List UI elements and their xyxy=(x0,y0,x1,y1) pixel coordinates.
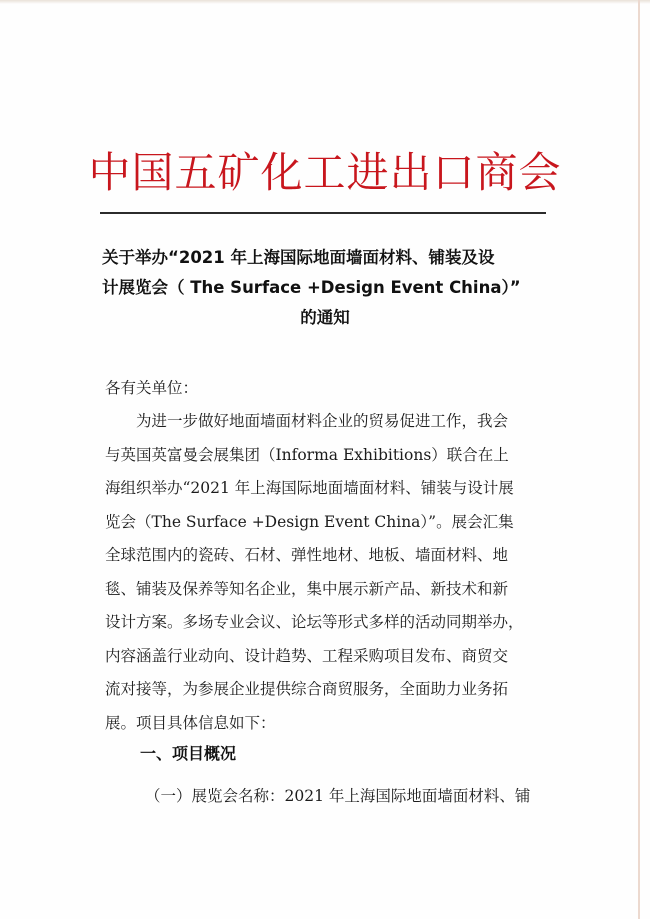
paragraph-line: 展。项目具体信息如下： xyxy=(105,713,276,732)
salutation: 各有关单位： xyxy=(105,379,199,397)
scan-edge xyxy=(638,0,640,919)
paragraph-line: 与英国英富曼会展集团（Informa Exhibitions）联合在上 xyxy=(105,445,509,464)
paragraph-line: 为进一步做好地面墙面材料企业的贸易促进工作，我会 xyxy=(105,412,509,430)
notice-title-line: 计展览会（ The Surface +Design Event China）” xyxy=(102,278,521,297)
organization-letterhead: 中国五矿化工进出口商会 xyxy=(88,148,562,197)
paragraph-line: 海组织举办“2021 年上海国际地面墙面材料、铺装与设计展 xyxy=(105,479,514,497)
notice-title-line: 的通知 xyxy=(300,308,350,327)
paragraph-line: 全球范围内的瓷砖、石材、弹性地材、地板、墙面材料、地 xyxy=(105,546,509,564)
sub-item: （一）展览会名称：2021 年上海国际地面墙面材料、铺 xyxy=(145,787,531,805)
paragraph-line: 毯、铺装及保养等知名企业，集中展示新产品、新技术和新 xyxy=(105,579,509,598)
scan-edge xyxy=(0,0,650,4)
paragraph-line: 览会（The Surface +Design Event China）”。展会汇集 xyxy=(105,512,514,531)
notice-title xyxy=(102,243,548,333)
section-heading: 一、项目概况 xyxy=(140,744,237,763)
paragraph-line: 内容涵盖行业动向、设计趋势、工程采购项目发布、商贸交 xyxy=(105,646,509,665)
notice-title-line: 关于举办“2021 年上海国际地面墙面材料、铺装及设 xyxy=(102,248,495,267)
body-paragraph xyxy=(105,405,545,740)
letterhead-divider xyxy=(100,212,546,214)
paragraph-line: 流对接等，为参展企业提供综合商贸服务，全面助力业务拓 xyxy=(105,680,509,698)
paragraph-line: 设计方案。多场专业会议、论坛等形式多样的活动同期举办， xyxy=(105,613,524,631)
